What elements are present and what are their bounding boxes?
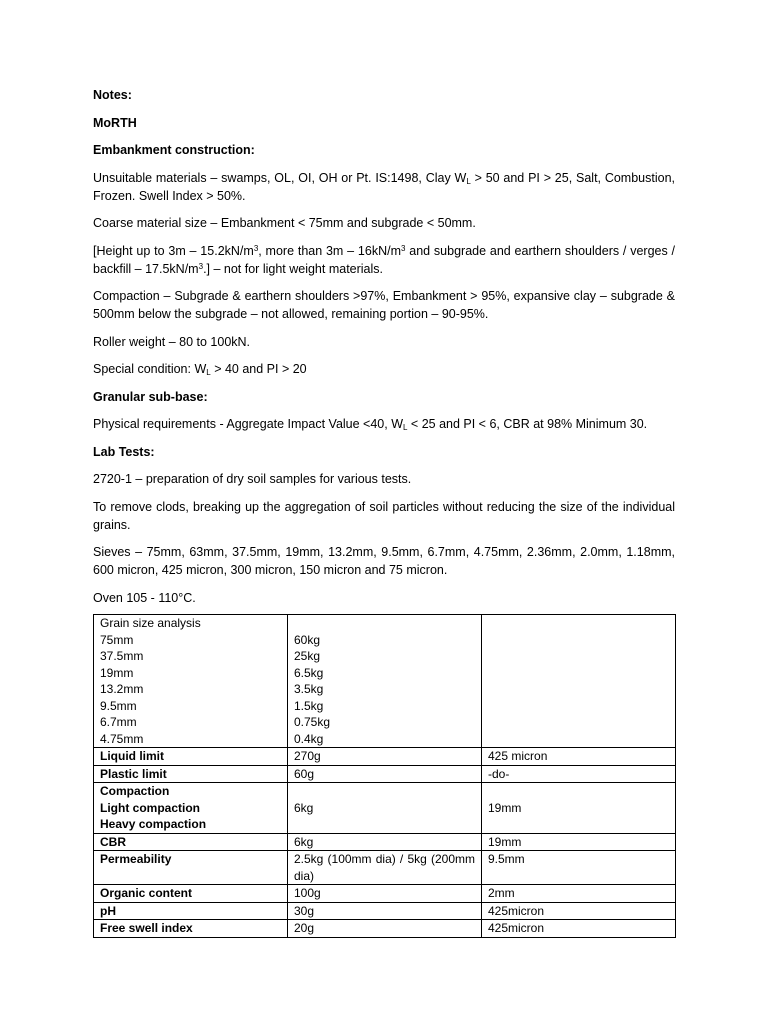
grain-weight-cell (288, 615, 482, 748)
test-name: pH (94, 902, 288, 920)
passing-sieve: 2mm (482, 885, 676, 903)
sample-weight: 3.5kg (294, 682, 324, 696)
notes-document (93, 86, 675, 616)
table-row-ph (94, 902, 676, 920)
grain-sieve-cell (482, 615, 676, 748)
embankment-heading: Embankment construction: (93, 143, 255, 157)
test-name: Permeability (94, 851, 288, 885)
sample-weight: 25kg (294, 649, 321, 663)
lab-tests-table (93, 614, 676, 938)
sieve-size: 6.7mm (100, 715, 137, 729)
test-name: CBR (94, 833, 288, 851)
table-row-free-swell-index (94, 920, 676, 938)
passing-sieve: 19mm (482, 833, 676, 851)
sieve-size: 13.2mm (100, 682, 144, 696)
sieve-size: 9.5mm (100, 698, 137, 713)
table-row-organic-content (94, 885, 676, 903)
table-row-permeability (94, 851, 676, 885)
morth-heading: MoRTH (93, 115, 137, 130)
sample-preparation-paragraph: 2720-1 – preparation of dry soil samples for various tests. (93, 472, 412, 486)
passing-sieve: 19mm (482, 783, 676, 834)
sieve-size: 19mm (100, 665, 134, 680)
sample-weight: 2.5kg (100mm dia) / 5kg (200mm dia) (288, 851, 482, 885)
compaction-paragraph: Compaction – Subgrade & earthern shoulders >97%, Embankment > 95%, expansive clay – subgrade & 500mm below the subgrade – not allowed, remaining portion – 90-95%. (93, 289, 675, 321)
test-name: Compaction Light compaction Heavy compaction (94, 783, 288, 834)
sieve-size: 4.75mm (100, 731, 144, 746)
coarse-material-paragraph: Coarse material size – Embankment < 75mm and subgrade < 50mm. (93, 216, 476, 230)
unsuitable-materials-paragraph: Unsuitable materials – swamps, OL, OI, OH or Pt. IS:1498, Clay $W_L > 50$ and PI > 25, Salt, Combustion, Frozen. Swell Index > 50%. (93, 170, 675, 203)
physical-requirements-paragraph: Physical requirements - Aggregate Impact Value <40, $W_L < 25$ and PI < 6, CBR at 98% Minimum 30. (93, 417, 648, 432)
clods-paragraph: To remove clods, breaking up the aggregation of soil particles without reducing the size of the individual grains. (93, 499, 675, 532)
roller-weight-paragraph: Roller weight – 80 to 100kN. (93, 334, 251, 349)
height-paragraph: [Height up to $3m - 15.2kN/m^3$, more than $3m - 16kN/m^3$ and subgrade and earthern shoulders / verges / backfill – $17.5kN/m^3$.] – not for light weight materials. (93, 243, 676, 276)
notes-heading: Notes: (93, 88, 132, 102)
passing-sieve: 425 micron (482, 748, 676, 766)
grain-size-title: Grain size analysis (100, 616, 201, 630)
table-row-compaction (94, 783, 676, 834)
sample-weight: 20g (288, 920, 482, 938)
lab-tests-heading: Lab Tests: (93, 444, 155, 459)
sample-weight: 60kg (294, 632, 321, 647)
passing-sieve: -do- (482, 765, 676, 783)
sample-weight: 60g (288, 765, 482, 783)
test-name: Free swell index (94, 920, 288, 938)
oven-paragraph: Oven 105 - 110°C. (93, 590, 196, 605)
passing-sieve: 425micron (482, 902, 676, 920)
test-name: Organic content (94, 885, 288, 903)
sample-weight: 270g (288, 748, 482, 766)
special-condition-paragraph: Special condition: $W_L > 40$ and PI > 20 (93, 362, 307, 377)
sample-weight: 100g (288, 885, 482, 903)
sieve-size: 37.5mm (100, 649, 144, 663)
passing-sieve: 425micron (482, 920, 676, 938)
sieve-size: 75mm (100, 632, 134, 647)
test-name: Plastic limit (94, 765, 288, 783)
sieves-paragraph: Sieves – 75mm, 63mm, 37.5mm, 19mm, 13.2mm, 9.5mm, 6.7mm, 4.75mm, 2.36mm, 2.0mm, 1.18mm, 600 micron, 425 micron, 300 micron, 150 micron and 75 micron. (93, 545, 675, 577)
sample-weight: 6.5kg (294, 665, 324, 680)
table-row-plastic-limit (94, 765, 676, 783)
sample-weight: 0.75kg (294, 715, 331, 729)
test-name: Liquid limit (94, 748, 288, 766)
table-row-liquid-limit (94, 748, 676, 766)
sample-weight: 6kg (288, 783, 482, 834)
table-row-grain-size (94, 615, 676, 748)
sample-weight: 1.5kg (294, 698, 324, 713)
grain-size-cell (94, 615, 288, 748)
passing-sieve: 9.5mm (482, 851, 676, 885)
sample-weight: 30g (288, 902, 482, 920)
granular-subbase-heading: Granular sub-base: (93, 389, 208, 404)
sample-weight: 0.4kg (294, 731, 324, 746)
table-row-cbr (94, 833, 676, 851)
sample-weight: 6kg (288, 833, 482, 851)
